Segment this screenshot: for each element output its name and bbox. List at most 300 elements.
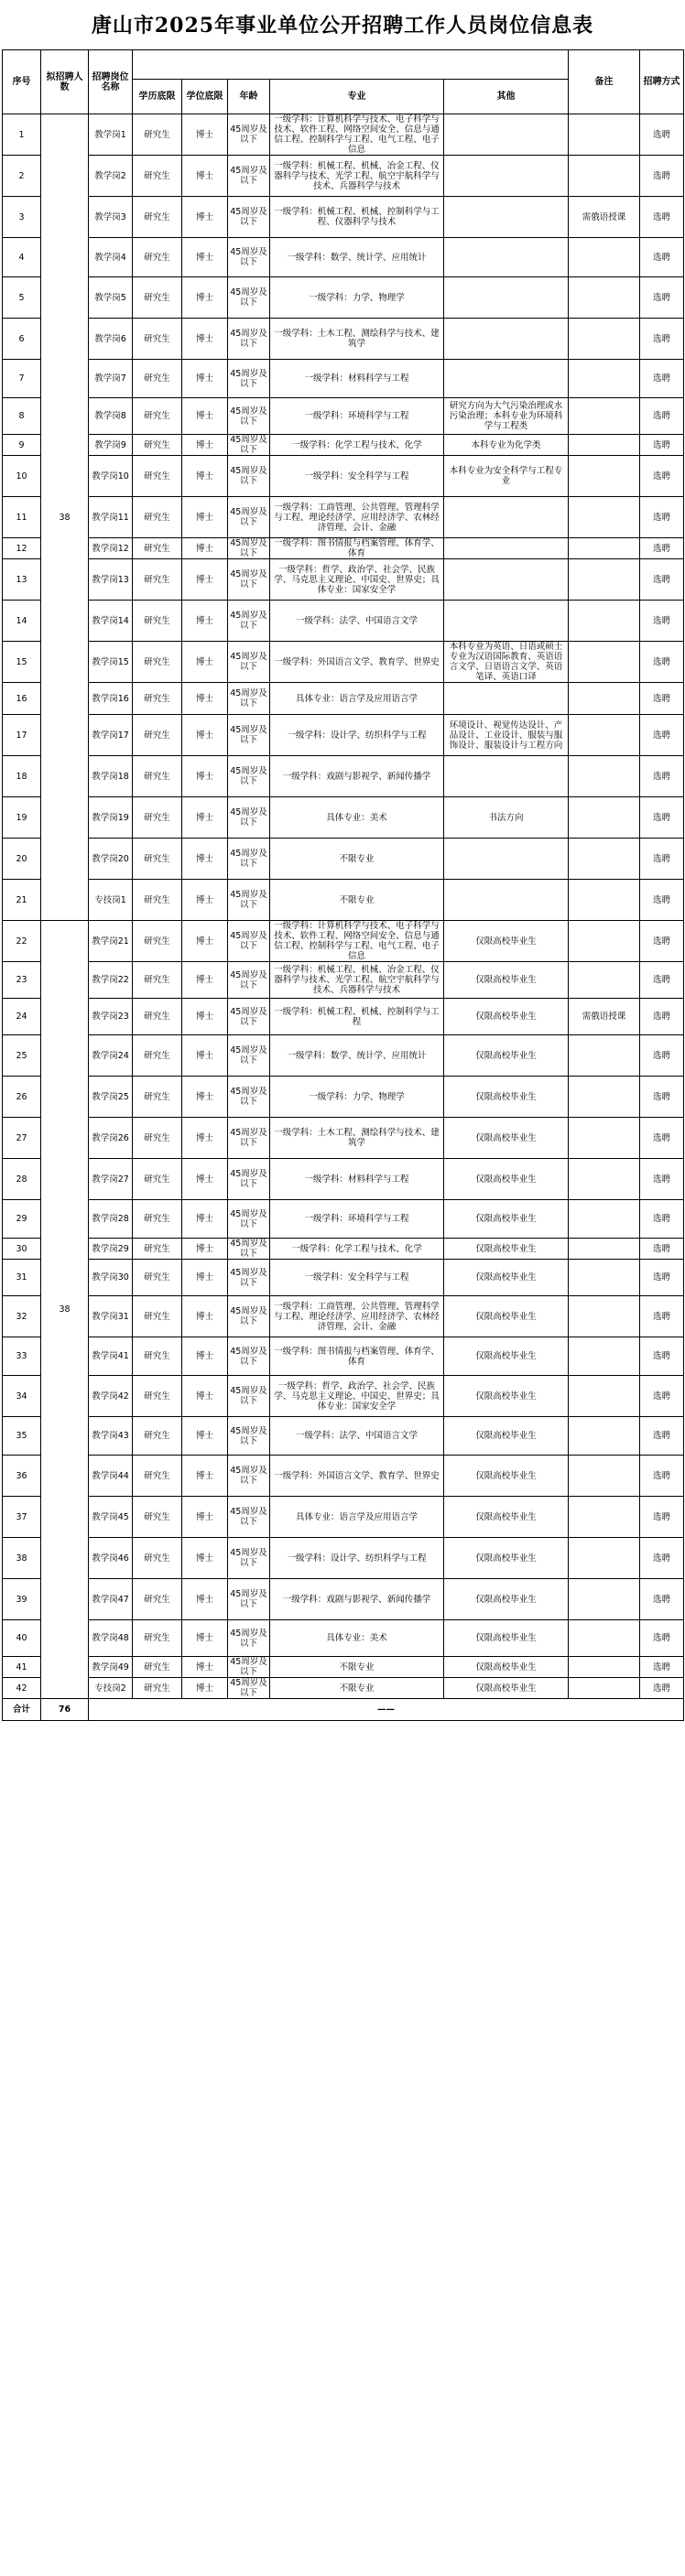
cell-post: 教学岗42	[89, 1376, 133, 1417]
cell-post: 教学岗27	[89, 1159, 133, 1200]
table-row	[3, 559, 684, 601]
cell-rank: 博士	[182, 962, 228, 999]
cell-rank: 博士	[182, 1678, 228, 1699]
cell-seq: 9	[3, 435, 41, 456]
cell-remark: 需俄语授课	[569, 197, 640, 238]
cell-other: 仅限高校毕业生	[444, 999, 569, 1035]
cell-remark	[569, 1200, 640, 1239]
cell-post: 教学岗4	[89, 238, 133, 277]
position-table	[2, 49, 684, 1721]
cell-seq: 27	[3, 1118, 41, 1159]
cell-post: 教学岗16	[89, 683, 133, 715]
cell-method: 选聘	[640, 456, 684, 497]
cell-seq: 42	[3, 1678, 41, 1699]
cell-seq: 39	[3, 1579, 41, 1620]
cell-other	[444, 601, 569, 642]
table-row	[3, 1260, 684, 1296]
cell-major: 不限专业	[270, 1678, 444, 1699]
cell-method: 选聘	[640, 1538, 684, 1579]
cell-seq: 40	[3, 1620, 41, 1657]
cell-post: 教学岗14	[89, 601, 133, 642]
cell-seq: 6	[3, 319, 41, 360]
cell-major: 具体专业：美术	[270, 1620, 444, 1657]
cell-seq: 7	[3, 360, 41, 398]
cell-method: 选聘	[640, 538, 684, 559]
cell-degree: 研究生	[133, 797, 182, 839]
cell-degree: 研究生	[133, 435, 182, 456]
table-row	[3, 1497, 684, 1538]
cell-remark	[569, 238, 640, 277]
cell-method: 选聘	[640, 999, 684, 1035]
cell-degree: 研究生	[133, 398, 182, 435]
cell-other: 仅限高校毕业生	[444, 1376, 569, 1417]
table-row	[3, 277, 684, 319]
cell-other	[444, 880, 569, 921]
cell-major: 一级学科：材料科学与工程	[270, 360, 444, 398]
cell-other: 仅限高校毕业生	[444, 1200, 569, 1239]
table-row	[3, 1239, 684, 1260]
table-row	[3, 1579, 684, 1620]
table-row	[3, 642, 684, 683]
cell-degree: 研究生	[133, 114, 182, 156]
cell-other	[444, 277, 569, 319]
cell-method: 选聘	[640, 1657, 684, 1678]
cell-degree: 研究生	[133, 559, 182, 601]
header-rank: 学位底限	[182, 80, 228, 114]
cell-other: 书法方向	[444, 797, 569, 839]
cell-degree: 研究生	[133, 1200, 182, 1239]
cell-degree: 研究生	[133, 880, 182, 921]
cell-post: 教学岗20	[89, 839, 133, 880]
cell-seq: 18	[3, 756, 41, 797]
cell-major: 一级学科：图书情报与档案管理、体育学、体育	[270, 1337, 444, 1376]
cell-age: 45周岁及以下	[228, 1497, 270, 1538]
cell-post: 专技岗2	[89, 1678, 133, 1699]
cell-seq: 32	[3, 1296, 41, 1337]
cell-seq: 23	[3, 962, 41, 999]
cell-method: 选聘	[640, 1456, 684, 1497]
cell-degree: 研究生	[133, 1497, 182, 1538]
cell-other	[444, 319, 569, 360]
cell-age: 45周岁及以下	[228, 114, 270, 156]
cell-major: 一级学科：力学、物理学	[270, 277, 444, 319]
cell-post: 教学岗26	[89, 1118, 133, 1159]
cell-remark	[569, 497, 640, 538]
cell-remark	[569, 456, 640, 497]
cell-degree: 研究生	[133, 1337, 182, 1376]
table-row	[3, 1118, 684, 1159]
table-row	[3, 1417, 684, 1456]
cell-remark	[569, 715, 640, 756]
table-row	[3, 114, 684, 156]
table-row	[3, 756, 684, 797]
cell-remark	[569, 1579, 640, 1620]
cell-rank: 博士	[182, 797, 228, 839]
cell-remark	[569, 880, 640, 921]
cell-method: 选聘	[640, 360, 684, 398]
total-label: 合计	[3, 1699, 41, 1721]
cell-degree: 研究生	[133, 1376, 182, 1417]
cell-age: 45周岁及以下	[228, 435, 270, 456]
cell-other: 环境设计、视觉传达设计、产品设计、工业设计、服装与服饰设计、服装设计与工程方向	[444, 715, 569, 756]
cell-rank: 博士	[182, 1077, 228, 1118]
cell-rank: 博士	[182, 999, 228, 1035]
cell-rank: 博士	[182, 1337, 228, 1376]
cell-rank: 博士	[182, 538, 228, 559]
total-count: 76	[41, 1699, 89, 1721]
cell-age: 45周岁及以下	[228, 1296, 270, 1337]
cell-method: 选聘	[640, 197, 684, 238]
cell-method: 选聘	[640, 559, 684, 601]
cell-degree: 研究生	[133, 601, 182, 642]
cell-remark	[569, 683, 640, 715]
cell-major: 一级学科：安全科学与工程	[270, 1260, 444, 1296]
cell-post: 教学岗31	[89, 1296, 133, 1337]
cell-method: 选聘	[640, 1497, 684, 1538]
cell-degree: 研究生	[133, 1118, 182, 1159]
cell-age: 45周岁及以下	[228, 1077, 270, 1118]
cell-rank: 博士	[182, 601, 228, 642]
cell-post: 教学岗19	[89, 797, 133, 839]
cell-seq: 8	[3, 398, 41, 435]
cell-remark	[569, 319, 640, 360]
cell-major: 不限专业	[270, 839, 444, 880]
cell-age: 45周岁及以下	[228, 319, 270, 360]
table-row	[3, 435, 684, 456]
cell-method: 选聘	[640, 839, 684, 880]
cell-seq: 2	[3, 156, 41, 197]
cell-seq: 11	[3, 497, 41, 538]
cell-post: 教学岗11	[89, 497, 133, 538]
cell-major: 一级学科：数学、统计学、应用统计	[270, 1035, 444, 1077]
header-method: 招聘方式	[640, 50, 684, 114]
cell-rank: 博士	[182, 1296, 228, 1337]
cell-other: 本科专业为英语、日语或硕士专业为汉语国际教育、英语语言文学、日语语言文学、英语笔译、英语口译	[444, 642, 569, 683]
total-row	[3, 1699, 684, 1721]
cell-method: 选聘	[640, 319, 684, 360]
cell-rank: 博士	[182, 839, 228, 880]
cell-remark	[569, 114, 640, 156]
table-row	[3, 398, 684, 435]
cell-method: 选聘	[640, 1296, 684, 1337]
cell-age: 45周岁及以下	[228, 1260, 270, 1296]
cell-age: 45周岁及以下	[228, 1035, 270, 1077]
cell-post: 教学岗25	[89, 1077, 133, 1118]
cell-other: 仅限高校毕业生	[444, 1035, 569, 1077]
cell-rank: 博士	[182, 1417, 228, 1456]
cell-post: 教学岗45	[89, 1497, 133, 1538]
cell-remark	[569, 1417, 640, 1456]
cell-major: 具体专业：语言学及应用语言学	[270, 683, 444, 715]
cell-post: 教学岗21	[89, 921, 133, 962]
cell-major: 一级学科：安全科学与工程	[270, 456, 444, 497]
cell-method: 选聘	[640, 435, 684, 456]
cell-degree: 研究生	[133, 1035, 182, 1077]
table-row	[3, 1456, 684, 1497]
cell-age: 45周岁及以下	[228, 197, 270, 238]
header-group	[133, 50, 569, 80]
cell-post: 教学岗47	[89, 1579, 133, 1620]
cell-age: 45周岁及以下	[228, 1118, 270, 1159]
cell-method: 选聘	[640, 962, 684, 999]
cell-post: 教学岗12	[89, 538, 133, 559]
cell-post: 教学岗30	[89, 1260, 133, 1296]
cell-seq: 10	[3, 456, 41, 497]
cell-seq: 26	[3, 1077, 41, 1118]
cell-degree: 研究生	[133, 238, 182, 277]
cell-major: 一级学科：机械工程、机械、控制科学与工程、仪器科学与技术	[270, 197, 444, 238]
cell-other	[444, 156, 569, 197]
cell-other: 仅限高校毕业生	[444, 1118, 569, 1159]
cell-major: 具体专业：语言学及应用语言学	[270, 1497, 444, 1538]
cell-other: 本科专业为化学类	[444, 435, 569, 456]
cell-age: 45周岁及以下	[228, 921, 270, 962]
cell-major: 一级学科：设计学、纺织科学与工程	[270, 1538, 444, 1579]
cell-post: 教学岗43	[89, 1417, 133, 1456]
cell-other	[444, 538, 569, 559]
cell-other	[444, 839, 569, 880]
cell-seq: 1	[3, 114, 41, 156]
cell-remark	[569, 435, 640, 456]
table-body	[3, 114, 684, 1699]
cell-method: 选聘	[640, 1159, 684, 1200]
cell-degree: 研究生	[133, 1678, 182, 1699]
cell-rank: 博士	[182, 921, 228, 962]
cell-remark	[569, 962, 640, 999]
cell-degree: 研究生	[133, 683, 182, 715]
cell-other: 仅限高校毕业生	[444, 1497, 569, 1538]
cell-major: 一级学科：戏剧与影视学、新闻传播学	[270, 1579, 444, 1620]
cell-seq: 41	[3, 1657, 41, 1678]
cell-post: 教学岗46	[89, 1538, 133, 1579]
header-seq: 序号	[3, 50, 41, 114]
cell-age: 45周岁及以下	[228, 683, 270, 715]
cell-age: 45周岁及以下	[228, 277, 270, 319]
cell-degree: 研究生	[133, 1579, 182, 1620]
cell-age: 45周岁及以下	[228, 839, 270, 880]
table-row	[3, 1678, 684, 1699]
cell-other: 本科专业为安全科学与工程专业	[444, 456, 569, 497]
cell-method: 选聘	[640, 1239, 684, 1260]
cell-other: 仅限高校毕业生	[444, 1456, 569, 1497]
cell-remark	[569, 797, 640, 839]
cell-major: 一级学科：法学、中国语言文学	[270, 601, 444, 642]
cell-age: 45周岁及以下	[228, 880, 270, 921]
cell-plan: 38	[41, 921, 89, 1699]
cell-post: 教学岗18	[89, 756, 133, 797]
cell-degree: 研究生	[133, 756, 182, 797]
cell-major: 一级学科：计算机科学与技术、电子科学与技术、软件工程、网络空间安全、信息与通信工程、控制科学与工程、电气工程、电子信息	[270, 114, 444, 156]
cell-rank: 博士	[182, 456, 228, 497]
cell-major: 一级学科：法学、中国语言文学	[270, 1417, 444, 1456]
cell-remark	[569, 277, 640, 319]
cell-post: 教学岗7	[89, 360, 133, 398]
cell-rank: 博士	[182, 319, 228, 360]
cell-degree: 研究生	[133, 1077, 182, 1118]
cell-age: 45周岁及以下	[228, 538, 270, 559]
header-degree: 学历底限	[133, 80, 182, 114]
table-row	[3, 319, 684, 360]
cell-post: 教学岗13	[89, 559, 133, 601]
cell-other: 仅限高校毕业生	[444, 1337, 569, 1376]
cell-method: 选聘	[640, 1035, 684, 1077]
table-row	[3, 1538, 684, 1579]
table-row	[3, 497, 684, 538]
cell-degree: 研究生	[133, 1620, 182, 1657]
cell-post: 教学岗8	[89, 398, 133, 435]
cell-degree: 研究生	[133, 1417, 182, 1456]
cell-method: 选聘	[640, 156, 684, 197]
cell-post: 教学岗44	[89, 1456, 133, 1497]
cell-remark	[569, 1337, 640, 1376]
table-row	[3, 683, 684, 715]
cell-method: 选聘	[640, 398, 684, 435]
cell-major: 一级学科：设计学、纺织科学与工程	[270, 715, 444, 756]
cell-degree: 研究生	[133, 277, 182, 319]
table-row	[3, 601, 684, 642]
cell-degree: 研究生	[133, 715, 182, 756]
cell-seq: 16	[3, 683, 41, 715]
cell-post: 教学岗17	[89, 715, 133, 756]
cell-seq: 28	[3, 1159, 41, 1200]
table-row	[3, 1296, 684, 1337]
cell-age: 45周岁及以下	[228, 999, 270, 1035]
cell-age: 45周岁及以下	[228, 238, 270, 277]
cell-post: 教学岗2	[89, 156, 133, 197]
cell-age: 45周岁及以下	[228, 398, 270, 435]
cell-method: 选聘	[640, 1260, 684, 1296]
cell-method: 选聘	[640, 601, 684, 642]
cell-other	[444, 559, 569, 601]
cell-age: 45周岁及以下	[228, 797, 270, 839]
cell-major: 一级学科：哲学、政治学、社会学、民族学、马克思主义理论、中国史、世界史；具体专业：国家安全学	[270, 559, 444, 601]
cell-remark	[569, 1118, 640, 1159]
cell-rank: 博士	[182, 435, 228, 456]
cell-method: 选聘	[640, 715, 684, 756]
cell-degree: 研究生	[133, 497, 182, 538]
cell-post: 教学岗6	[89, 319, 133, 360]
cell-remark	[569, 1538, 640, 1579]
cell-rank: 博士	[182, 360, 228, 398]
cell-seq: 17	[3, 715, 41, 756]
cell-rank: 博士	[182, 1538, 228, 1579]
cell-post: 教学岗49	[89, 1657, 133, 1678]
cell-degree: 研究生	[133, 1538, 182, 1579]
cell-age: 45周岁及以下	[228, 1376, 270, 1417]
table-row	[3, 880, 684, 921]
cell-rank: 博士	[182, 1376, 228, 1417]
cell-post: 教学岗48	[89, 1620, 133, 1657]
cell-seq: 30	[3, 1239, 41, 1260]
cell-major: 一级学科：机械工程、机械、控制科学与工程	[270, 999, 444, 1035]
cell-major: 一级学科：外国语言文学、教育学、世界史	[270, 642, 444, 683]
cell-major: 一级学科：机械工程、机械、冶金工程、仪器科学与技术、光学工程、航空宇航科学与技术、兵器科学与技术	[270, 962, 444, 999]
header-age: 年龄	[228, 80, 270, 114]
cell-seq: 21	[3, 880, 41, 921]
cell-degree: 研究生	[133, 999, 182, 1035]
cell-age: 45周岁及以下	[228, 1159, 270, 1200]
cell-degree: 研究生	[133, 962, 182, 999]
cell-method: 选聘	[640, 1620, 684, 1657]
table-row	[3, 1035, 684, 1077]
cell-degree: 研究生	[133, 1239, 182, 1260]
cell-other: 仅限高校毕业生	[444, 921, 569, 962]
page-title: 唐山市2025年事业单位公开招聘工作人员岗位信息表	[91, 13, 594, 38]
cell-degree: 研究生	[133, 319, 182, 360]
cell-seq: 24	[3, 999, 41, 1035]
cell-major: 一级学科：工商管理、公共管理、管理科学与工程、理论经济学、应用经济学、农林经济管理、会计、金融	[270, 497, 444, 538]
cell-rank: 博士	[182, 1657, 228, 1678]
cell-age: 45周岁及以下	[228, 1200, 270, 1239]
cell-other: 仅限高校毕业生	[444, 1077, 569, 1118]
cell-major: 不限专业	[270, 880, 444, 921]
cell-other	[444, 197, 569, 238]
cell-rank: 博士	[182, 398, 228, 435]
cell-method: 选聘	[640, 238, 684, 277]
cell-rank: 博士	[182, 1118, 228, 1159]
cell-method: 选聘	[640, 1200, 684, 1239]
cell-remark	[569, 1159, 640, 1200]
table-row	[3, 1376, 684, 1417]
cell-seq: 29	[3, 1200, 41, 1239]
cell-major: 一级学科：机械工程、机械、冶金工程、仪器科学与技术、光学工程、航空宇航科学与技术、兵器科学与技术	[270, 156, 444, 197]
cell-rank: 博士	[182, 559, 228, 601]
cell-major: 一级学科：环境科学与工程	[270, 1200, 444, 1239]
cell-rank: 博士	[182, 683, 228, 715]
cell-major: 具体专业：美术	[270, 797, 444, 839]
cell-age: 45周岁及以下	[228, 715, 270, 756]
table-row	[3, 1620, 684, 1657]
header-plan: 拟招聘人数	[41, 50, 89, 114]
cell-rank: 博士	[182, 1260, 228, 1296]
cell-major: 不限专业	[270, 1657, 444, 1678]
cell-rank: 博士	[182, 197, 228, 238]
cell-method: 选聘	[640, 1118, 684, 1159]
cell-method: 选聘	[640, 1579, 684, 1620]
cell-other: 仅限高校毕业生	[444, 1538, 569, 1579]
cell-remark	[569, 156, 640, 197]
cell-degree: 研究生	[133, 360, 182, 398]
cell-rank: 博士	[182, 715, 228, 756]
cell-remark	[569, 1260, 640, 1296]
cell-method: 选聘	[640, 880, 684, 921]
cell-rank: 博士	[182, 880, 228, 921]
table-row	[3, 360, 684, 398]
header-post: 招聘岗位名称	[89, 50, 133, 114]
table-row	[3, 1159, 684, 1200]
cell-remark	[569, 921, 640, 962]
table-row	[3, 197, 684, 238]
cell-post: 教学岗41	[89, 1337, 133, 1376]
table-row	[3, 962, 684, 999]
cell-remark	[569, 642, 640, 683]
cell-age: 45周岁及以下	[228, 1337, 270, 1376]
cell-degree: 研究生	[133, 921, 182, 962]
cell-seq: 20	[3, 839, 41, 880]
cell-other	[444, 360, 569, 398]
cell-post: 教学岗22	[89, 962, 133, 999]
table-row	[3, 999, 684, 1035]
cell-other: 仅限高校毕业生	[444, 1657, 569, 1678]
cell-method: 选聘	[640, 921, 684, 962]
cell-other	[444, 756, 569, 797]
cell-degree: 研究生	[133, 642, 182, 683]
cell-age: 45周岁及以下	[228, 1579, 270, 1620]
cell-method: 选聘	[640, 1077, 684, 1118]
cell-age: 45周岁及以下	[228, 642, 270, 683]
cell-seq: 15	[3, 642, 41, 683]
cell-age: 45周岁及以下	[228, 756, 270, 797]
